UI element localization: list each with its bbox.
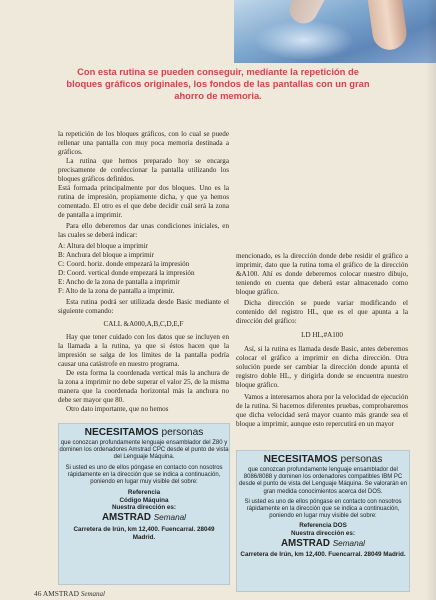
ld-command: LD HL,#A100 <box>301 331 343 339</box>
column-right <box>236 252 408 429</box>
ad1-heading-bold: NECESITAMOS <box>84 427 159 438</box>
ad2-heading-bold: NECESITAMOS <box>263 454 338 465</box>
parameter-list <box>58 242 229 296</box>
ad2-brand-sub: Semanal <box>332 538 366 548</box>
list-item: C: Coord. horiz. donde empezará la impresión <box>58 260 190 268</box>
ad1-heading-rest: personas <box>161 427 204 438</box>
ad2-address-label: Nuestra dirección es: <box>290 530 356 538</box>
ad1-brand-sub: Semanal <box>153 513 187 522</box>
ad1-ref-value: Código Máquina <box>119 496 169 504</box>
call-command: CALL &A000,A,B,C,D,E,F <box>103 320 184 328</box>
page-number: 46 <box>34 589 42 598</box>
col2-p3: Así, si la rutina es llamada desde Basic, antes deberemos colocar el gráfico a imprimir en dicha dirección. Otra solución puede ser cambiar la dirección donde apunta el registro doble HL, y dirigirla donde se encuentra nuestro bloque gráfico. <box>236 345 408 389</box>
ad2-body: que conozcan profundamente lenguaje ensamblador del 8086/8088 y dominen los ordenadores compatibles IBM PC desde el punto de vista del Lenguaje Máquina. Se valorarán en gran medida conocimientos acerca del DOS. <box>238 467 408 495</box>
ad2-brand-name: AMSTRAD <box>280 537 330 549</box>
list-item: F: Alto de la zona de pantalla a imprimir. <box>58 287 175 295</box>
photo-finger-right <box>365 0 408 52</box>
col2-p1: mencionado, es la dirección donde debe residir el gráfico a imprimir, dato que la rutina toma el gráfico de la dirección &A100. Ahí es donde deberemos colocar nuestro dibujo, teniendo en cuenta que deberá estar almacenado como bloque gráfico. <box>236 252 408 296</box>
col1-p1: la repetición de los bloques gráficos, con lo cual se puede rellenar una pantalla con muy poca memoria destinada a gráficos. <box>58 130 229 156</box>
ad2-ref-label: Referencia DOS <box>299 522 347 530</box>
col2-p2: Dicha dirección se puede variar modificando el contenido del registro HL, que es el que apunta a la dirección del gráfico: <box>236 299 408 325</box>
ad1-brand-name: AMSTRAD <box>101 512 151 523</box>
list-item: D: Coord. vertical donde empezará la impresión <box>58 269 195 277</box>
ad1-body2: Si usted es uno de ellos póngase en contacto con nosotros rápidamente en la dirección que se indica a continuación, poniendo en lugar muy visible del sobre: <box>65 464 223 486</box>
ad1-brand <box>59 512 229 523</box>
page-edge-shadow <box>426 0 436 600</box>
photo-light <box>254 20 354 60</box>
col2-p4: Vamos a interesarnos ahora por la velocidad de ejecución de la rutina. Si hacemos diferentes pruebas, comprobaremos que dicha velocidad será mayor cuanto más grande sea el bloque a imprimir, aunque esto repercutirá en un mayor <box>236 393 408 428</box>
footer-brand: AMSTRAD <box>42 589 79 598</box>
col1-p8: Otro dato importante, que no hemos <box>66 405 169 413</box>
list-item: A: Altura del bloque a imprimir <box>58 242 149 250</box>
ad2-body2: Si usted es uno de ellos póngase en contacto con nosotros rápidamente en la dirección que se indica a continuación, poniendo en lugar muy visible del sobre: <box>244 498 402 520</box>
list-item: E: Ancho de la zona de pantalla a imprimir <box>58 278 180 286</box>
col1-p7: De esta forma la coordenada vertical más la anchura de la zona a imprimir no debe superar el valor 25, de la misma manera que la coordenada horizontal más la anchura no debe ser mayor que 80. <box>58 369 229 404</box>
page-footer <box>34 589 105 598</box>
ad2-heading-rest: personas <box>340 454 383 465</box>
ad2-heading <box>237 454 409 465</box>
col1-p5: Esta rutina podrá ser utilizada desde Basic mediante el siguiente comando: <box>58 298 229 315</box>
ad2-brand <box>237 538 409 549</box>
col1-p3: Está formada principalmente por dos bloques. Uno es la rutina de impresión, propiamente dicha, y que ya hemos comentado. El otro es el que debe decidir cuál será la zona de pantalla a imprimir. <box>58 184 229 219</box>
ad1-ref-label: Referencia <box>127 489 161 497</box>
ad1-address-label: Nuestra dirección es: <box>111 504 177 512</box>
job-ad-dos <box>236 450 410 592</box>
lead-paragraph: Con esta rutina se pueden conseguir, mediante la repetición de bloques gráficos originales, los fondos de las pantallas con un gran ahorro de memoria. <box>66 66 370 101</box>
col1-p2: La rutina que hemos preparado hoy se encarga precisamente de confeccionar la pantalla utilizando los bloques gráficos definidos. <box>58 157 229 183</box>
ad1-body: que conozcan profundamente lenguaje ensamblador del Z80 y dominen los ordenadores Amstrad CPC desde el punto de vista del Lenguaje Máquina. <box>59 440 229 461</box>
footer-sub: Semanal <box>80 590 105 598</box>
job-ad-z80 <box>58 423 230 585</box>
header-photo <box>234 0 436 63</box>
column-left <box>58 130 229 414</box>
ad2-address: Carretera de Irún, km 12,400. Fuencarral. 28049 Madrid. <box>240 550 406 558</box>
col1-p6: Hay que tener cuidado con los datos que se incluyen en la llamada a la rutina, ya que si éstos hacen que la impresión se salga de los límites de la pantalla podría causar una catástrofe en nuestro programa. <box>58 333 229 368</box>
ad1-address: Carretera de Irún, km 12,400. Fuencarral. 28049 Madrid. <box>73 526 215 541</box>
list-item: B: Anchura del bloque a imprimir <box>58 251 154 259</box>
col1-p4: Para ello deberemos dar unas condiciones iniciales, en las cuales se deberá indicar: <box>58 222 229 239</box>
ad1-heading <box>59 427 229 438</box>
